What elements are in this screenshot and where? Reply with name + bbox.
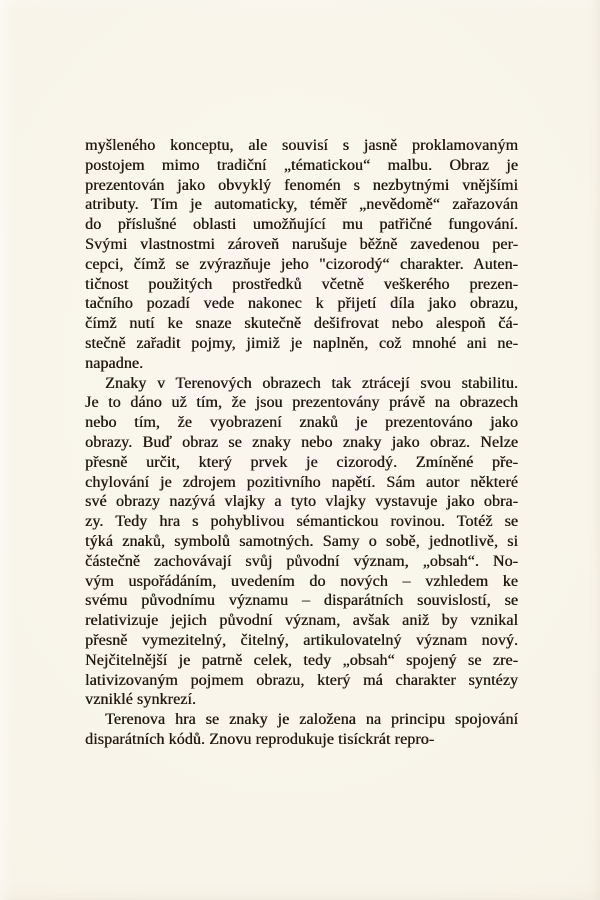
text-line: prezentován jako obvyklý fenomén s nezbytnými vnějšími	[85, 176, 518, 194]
text-line: cepci, čímž se zvýrazňuje jeho "cizorodý“ charakter. Auten-	[85, 255, 518, 273]
text-line: myšleného konceptu, ale souvisí s jasně proklamovaným	[85, 137, 518, 154]
text-line: tačního pozadí vede nakonec k přijetí díla jako obrazu,	[85, 295, 518, 313]
text-line: vým uspořádáním, uvedením do nových – vzhledem ke	[85, 572, 518, 590]
text-line: tičnost použitých prostředků včetně veškerého prezen-	[85, 275, 518, 293]
text-line: přesně vymezitelný, čitelný, artikulovatelný význam nový.	[85, 631, 518, 649]
text-line: nebo tím, že vyobrazení znaků je prezentováno jako	[85, 414, 518, 432]
text-line: týká znaků, symbolů samotných. Samy o sobě, jednotlivě, si	[85, 532, 518, 550]
text-line: Svými vlastnostmi zároveň narušuje běžně zavedenou per-	[85, 235, 518, 253]
text-line: přesně určit, který prvek je cizorodý. Zmíněné pře-	[85, 453, 518, 471]
text-line: své obrazy nazývá vlajky a tyto vlajky vystavuje jako obra-	[85, 493, 518, 511]
text-line: stečně zařadit pojmy, jimiž je naplněn, což mnohé ani ne-	[85, 334, 518, 352]
text-line: Znaky v Terenových obrazech tak ztrácejí svou stabilitu.	[105, 374, 518, 392]
text-line: Terenova hra se znaky je založena na principu spojování	[105, 711, 518, 729]
paragraph	[85, 710, 518, 750]
text-block	[85, 136, 518, 750]
text-line: relativizuje jejich původní význam, avšak aniž by vznikal	[85, 612, 518, 630]
text-line: lativizovaným pojmem obrazu, který má charakter syntézy	[85, 671, 518, 689]
text-line: vzniklé synkrezí.	[85, 691, 196, 709]
text-line: napadne.	[85, 354, 144, 372]
text-line: chylování je zdrojem pozitivního napětí. Sám autor některé	[85, 473, 518, 491]
text-line: Je to dáno už tím, že jsou prezentovány právě na obrazech	[85, 394, 518, 412]
text-line: atributy. Tím je automaticky, téměř „nevědomě“ zařazován	[85, 196, 518, 214]
text-line: do příslušné oblasti umožňující mu patřičné fungování.	[85, 216, 518, 234]
text-line: postojem mimo tradiční „tématickou“ malbu. Obraz je	[85, 156, 518, 174]
paragraph	[85, 374, 518, 711]
text-line: disparátních kódů. Znovu reprodukuje tisíckrát repro-	[85, 730, 435, 748]
paragraph	[85, 136, 518, 374]
text-line: Nejčitelnější je patrně celek, tedy „obsah“ spojený se zre-	[85, 651, 518, 669]
text-line: částečně zachovávají svůj původní význam, „obsah“. No-	[85, 552, 518, 570]
text-line: svému původnímu významu – disparátních souvislostí, se	[85, 592, 518, 610]
text-line: obrazy. Buď obraz se znaky nebo znaky jako obraz. Nelze	[85, 433, 518, 451]
text-line: zy. Tedy hra s pohyblivou sémantickou rovinou. Totéž se	[85, 513, 518, 531]
text-line: čímž nutí ke snaze skutečně dešifrovat nebo alespoň čá-	[85, 315, 518, 333]
